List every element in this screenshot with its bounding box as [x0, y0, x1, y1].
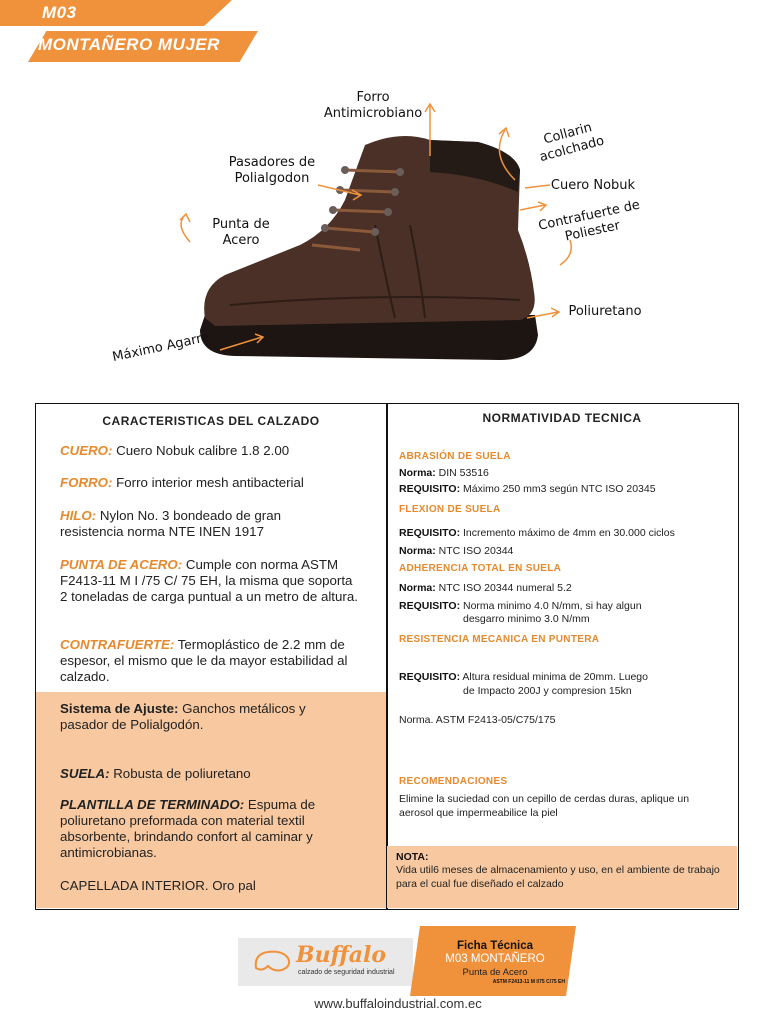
hilo-label: HILO: [60, 508, 97, 523]
flexion-norma [399, 545, 513, 559]
card-title: Ficha Técnica [456, 940, 534, 952]
abrasion-norma [399, 467, 489, 481]
abrasion-head: ABRASIÓN DE SUELA [399, 451, 511, 462]
callout-agarre: Máximo Agarre [111, 329, 211, 366]
resistencia-req-value-2: de Impacto 200J y compresion 15kn [463, 685, 632, 697]
brand-tagline: calzado de seguridad industrial [298, 969, 395, 976]
forro-row [60, 475, 370, 491]
normative-title: NORMATIVIDAD TECNICA [482, 411, 642, 425]
adherencia-head: ADHERENCIA TOTAL EN SUELA [399, 563, 562, 574]
punta-text: Cumple con norma ASTM F2413-11 M I /75 C/ 75 EH, la misma que soporta 2 toneladas de carga puntual a un metro de altura. [60, 557, 358, 604]
cuero-text: Cuero Nobuk calibre 1.8 2.00 [112, 443, 290, 458]
plantilla-label: PLANTILLA DE TERMINADO: [60, 797, 245, 812]
requisito-label: REQUISITO: [399, 527, 461, 539]
flexion-req [399, 527, 675, 541]
website-link[interactable]: www.buffaloindustrial.com.ec [314, 996, 482, 1011]
contrafuerte-row [60, 637, 352, 685]
cuero-label: CUERO: [60, 443, 113, 458]
adherencia-norma-value: NTC ISO 20344 numeral 5.2 [435, 582, 572, 594]
adherencia-req-value-2: desgarro minimo 3.0 N/mm [463, 613, 590, 625]
card-punta: Punta de Acero [462, 967, 528, 978]
callout-poliuretano: Poliuretano [568, 304, 642, 319]
abrasion-norma-value: DIN 53516 [435, 467, 489, 479]
nota-label [396, 851, 428, 865]
flexion-head: FLEXION DE SUELA [399, 504, 501, 515]
abrasion-req [399, 483, 656, 497]
adherencia-req [399, 600, 642, 614]
resistencia-norma: Norma. ASTM F2413-05/C75/175 [399, 714, 556, 726]
abrasion-req-value: Máximo 250 mm3 según NTC ISO 20345 [460, 483, 656, 495]
nota-label-text: NOTA: [396, 851, 429, 863]
flexion-req-value: Incremento máximo de 4mm en 30.000 ciclos [460, 527, 675, 539]
buffalo-icon [252, 946, 294, 976]
callout-forro: Forro Antimicrobiano [323, 90, 423, 121]
card-norm: ASTM F2413-11 M I/75 C/75 EH [492, 979, 565, 985]
cuero-row [60, 443, 370, 459]
contrafuerte-label: CONTRAFUERTE: [60, 637, 175, 652]
resistencia-req [399, 671, 648, 685]
suela-label: SUELA: [60, 766, 110, 781]
model-code: M03 [42, 3, 77, 22]
callout-cuero: Cuero Nobuk [550, 178, 636, 193]
suela-row [60, 766, 370, 782]
adherencia-norma [399, 582, 572, 596]
callout-punta: Punta de Acero [212, 217, 270, 248]
hilo-text: Nylon No. 3 bondeado de gran resistencia norma NTE INEN 1917 [60, 508, 282, 539]
brand-name: Buffalo [296, 942, 387, 968]
hilo-row [60, 508, 330, 540]
contrafuerte-text: Termoplástico de 2.2 mm de espesor, el mismo que le da mayor estabilidad al calzado. [60, 637, 348, 684]
resistencia-head: RESISTENCIA MECANICA EN PUNTERA [399, 634, 600, 645]
plantilla-row [60, 797, 335, 861]
forro-text: Forro interior mesh antibacterial [112, 475, 304, 490]
callout-pasadores: Pasadores de Polialgodon [228, 155, 316, 186]
plantilla-text: Espuma de poliuretano preformada con material textil absorbente, brindando confort al caminar y antimicrobianas. [60, 797, 316, 860]
card-model: M03 MONTAÑERO [445, 953, 545, 965]
recomendaciones-text: Elimine la suciedad con un cepillo de cerdas duras, aplique un aerosol que impermeabilice la piel [399, 793, 690, 819]
norma-label: Norma: [399, 582, 436, 594]
model-banner [0, 0, 232, 26]
callout-collarin: Collarin acolchado [538, 120, 606, 166]
nota-text: Vida util6 meses de almacenamiento y uso, en el ambiente de trabajo para el cual fue diseñado el calzado [396, 864, 720, 890]
adherencia-req-value-1: Norma minimo 4.0 N/mm, si hay algun [460, 600, 642, 612]
ajuste-label: Sistema de Ajuste: [60, 701, 179, 716]
recomendaciones-head: RECOMENDACIONES [399, 776, 508, 787]
forro-label: FORRO: [60, 475, 113, 490]
suela-text: Robusta de poliuretano [109, 766, 251, 781]
norma-label: Norma: [399, 467, 436, 479]
requisito-label: REQUISITO: [399, 600, 461, 612]
capellada-text: CAPELLADA INTERIOR. Oro pal [60, 878, 256, 893]
resistencia-req-value-1: Altura residual minima de 20mm. Luego [460, 671, 648, 683]
punta-label: PUNTA DE ACERO: [60, 557, 183, 572]
norma-label: Norma: [399, 545, 436, 557]
punta-row [60, 557, 360, 605]
buffalo-logo [238, 938, 413, 986]
requisito-label: REQUISITO: [399, 483, 461, 495]
callout-contrafuerte: Contrafuerte de Poliester [537, 197, 642, 245]
product-name: MONTAÑERO MUJER [38, 35, 220, 54]
characteristics-title: CARACTERISTICAS DEL CALZADO [102, 414, 320, 428]
requisito-label: REQUISITO: [399, 671, 461, 683]
flexion-norma-value: NTC ISO 20344 [435, 545, 514, 557]
ajuste-row [60, 701, 350, 733]
ajuste-text: Ganchos metálicos y pasador de Polialgodón. [60, 701, 306, 732]
